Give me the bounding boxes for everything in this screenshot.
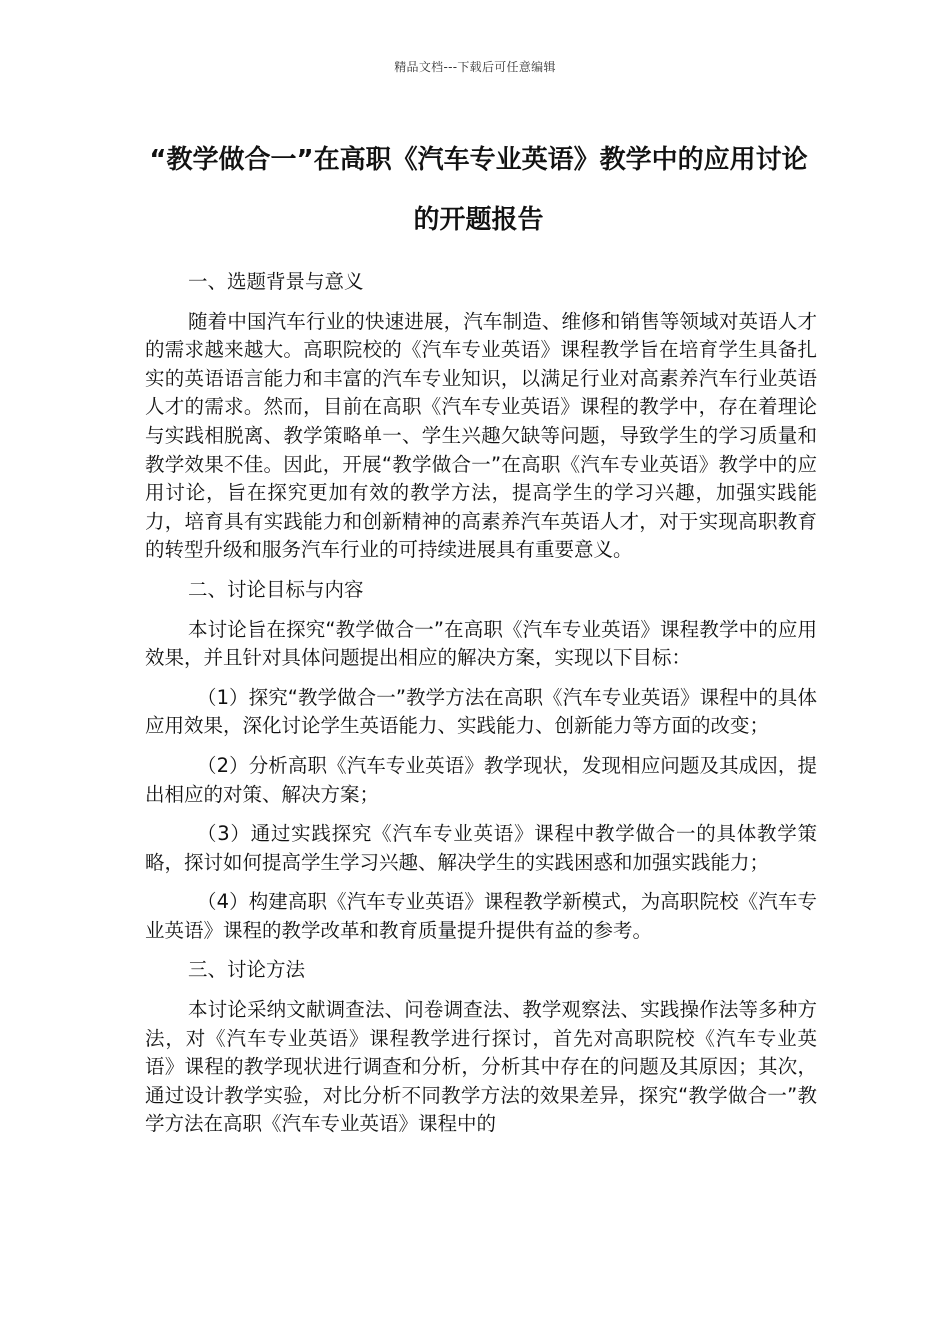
paragraph-goals-intro: 本讨论旨在探究“教学做合一”在高职《汽车专业英语》课程教学中的应用效果，并且针对具体问题提出相应的解决方案，实现以下目标： <box>145 617 817 670</box>
paragraph-background: 随着中国汽车行业的快速进展，汽车制造、维修和销售等领域对英语人才的需求越来越大。高职院校的《汽车专业英语》课程教学旨在培育学生具备扎实的英语语言能力和丰富的汽车专业知识，以满足行业对高素养汽车行业英语人才的需求。然而，目前在高职《汽车专业英语》课程的教学中，存在着理论与实践相脱离、教学策略单一、学生兴趣欠缺等问题，导致学生的学习质量和教学效果不佳。因此，开展“教学做合一”在高职《汽车专业英语》教学中的应用讨论，旨在探究更加有效的教学方法，提高学生的学习兴趣，加强实践能力，培育具有实践能力和创新精神的高素养汽车英语人才，对于实现高职教育的转型升级和服务汽车行业的可持续进展具有重要意义。 <box>145 309 817 562</box>
paragraph-methods: 本讨论采纳文献调查法、问卷调查法、教学观察法、实践操作法等多种方法，对《汽车专业英语》课程教学进行探讨，首先对高职院校《汽车专业英语》课程的教学现状进行调查和分析，分析其中存在的问题及其原因；其次，通过设计教学实验，对比分析不同教学方法的效果差异，探究“教学做合一”教学方法在高职《汽车专业英语》课程中的 <box>145 998 817 1136</box>
goal-item-1: （1）探究“教学做合一”教学方法在高职《汽车专业英语》课程中的具体应用效果，深化讨论学生英语能力、实践能力、创新能力等方面的改变； <box>145 685 817 738</box>
page-header: 精品文档---下载后可任意编辑 <box>394 60 556 74</box>
section-heading-methods: 三、讨论方法 <box>188 958 306 982</box>
goal-item-3: （3）通过实践探究《汽车专业英语》课程中教学做合一的具体教学策略，探讨如何提高学生学习兴趣、解决学生的实践困惑和加强实践能力； <box>145 822 817 874</box>
section-heading-background: 一、选题背景与意义 <box>188 270 364 293</box>
goal-item-2: （2）分析高职《汽车专业英语》教学现状，发现相应问题及其成因，提出相应的对策、解决方案； <box>145 753 817 806</box>
section-heading-goals: 二、讨论目标与内容 <box>188 577 364 601</box>
goal-item-4: （4）构建高职《汽车专业英语》课程教学新模式，为高职院校《汽车专业英语》课程的教学改革和教育质量提升提供有益的参考。 <box>145 890 817 942</box>
document-title: “教学做合一”在高职《汽车专业英语》教学中的应用讨论的开题报告 <box>149 145 808 235</box>
document-body <box>145 268 817 1150</box>
